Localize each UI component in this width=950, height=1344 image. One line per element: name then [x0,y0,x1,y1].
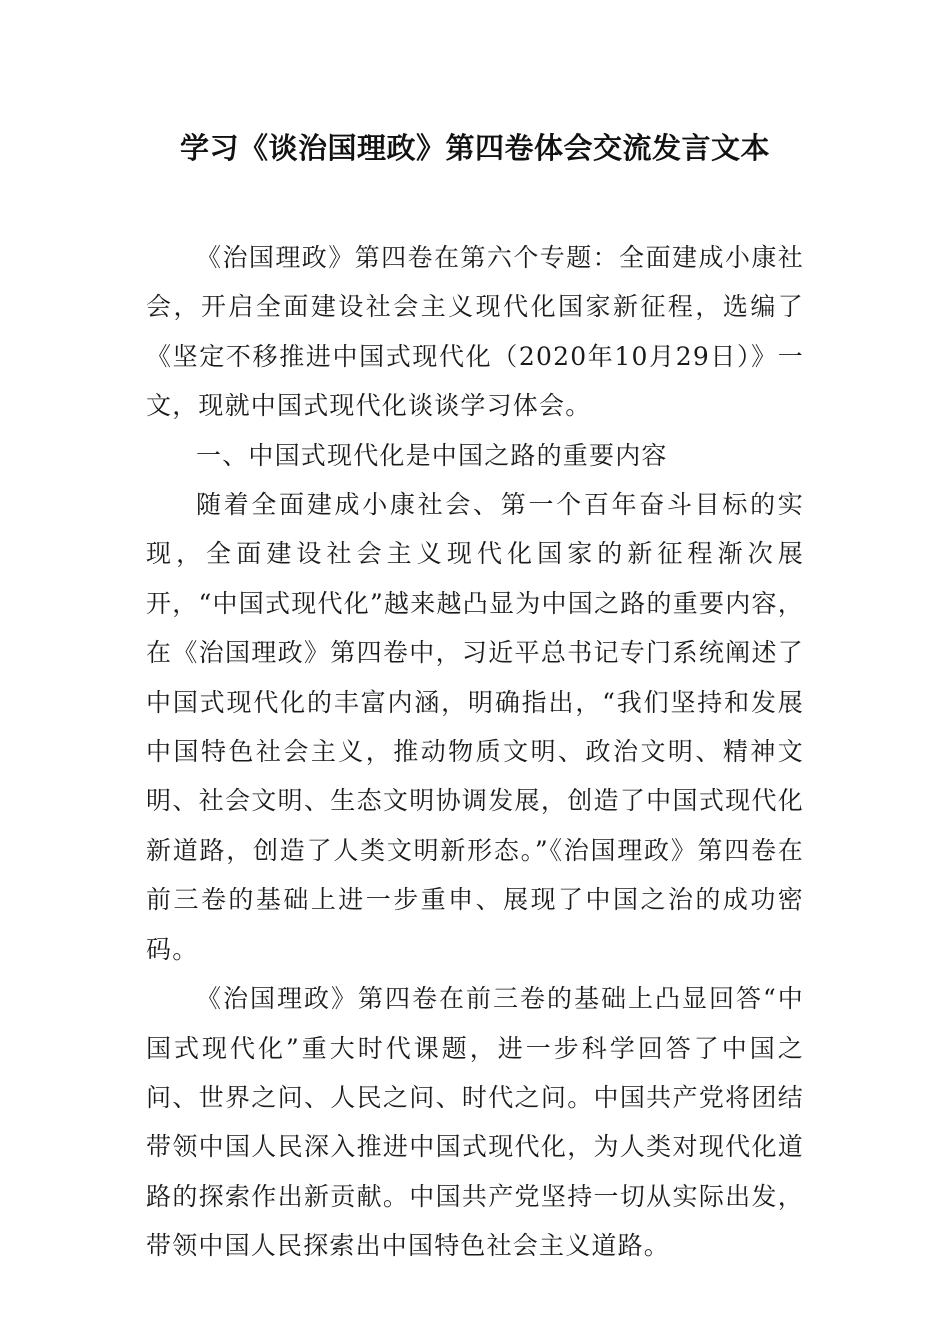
paragraph-section-1-body: 随着全面建成小康社会、第一个百年奋斗目标的实现，全面建设社会主义现代化国家的新征程渐次展开，“中国式现代化”越来越凸显为中国之路的重要内容，在《治国理政》第四卷中，习近平总书记专门系统阐述了中国式现代化的丰富内涵，明确指出，“我们坚持和发展中国特色社会主义，推动物质文明、政治文明、精神文明、社会文明、生态文明协调发展，创造了中国式现代化新道路，创造了人类文明新形态。”《治国理政》第四卷在前三卷的基础上进一步重申、展现了中国之治的成功密码。 [146,490,804,964]
document-body [146,233,804,1271]
section-heading-1: 一、中国式现代化是中国之路的重要内容 [196,440,668,470]
paragraph-section-1-continued: 《治国理政》第四卷在前三卷的基础上凸显回答“中国式现代化”重大时代课题，进一步科学回答了中国之问、世界之问、人民之问、时代之问。中国共产党将团结带领中国人民深入推进中国式现代化，为人类对现代化道路的探索作出新贡献。中国共产党坚持一切从实际出发，带领中国人民探索出中国特色社会主义道路。 [146,984,804,1261]
paragraph-intro: 《治国理政》第四卷在第六个专题：全面建成小康社会，开启全面建设社会主义现代化国家新征程，选编了《坚定不移推进中国式现代化（2020年10月29日）》一文，现就中国式现代化谈谈学习体会。 [146,243,804,421]
document-title: 学习《谈治国理政》第四卷体会交流发言文本 [179,131,770,165]
